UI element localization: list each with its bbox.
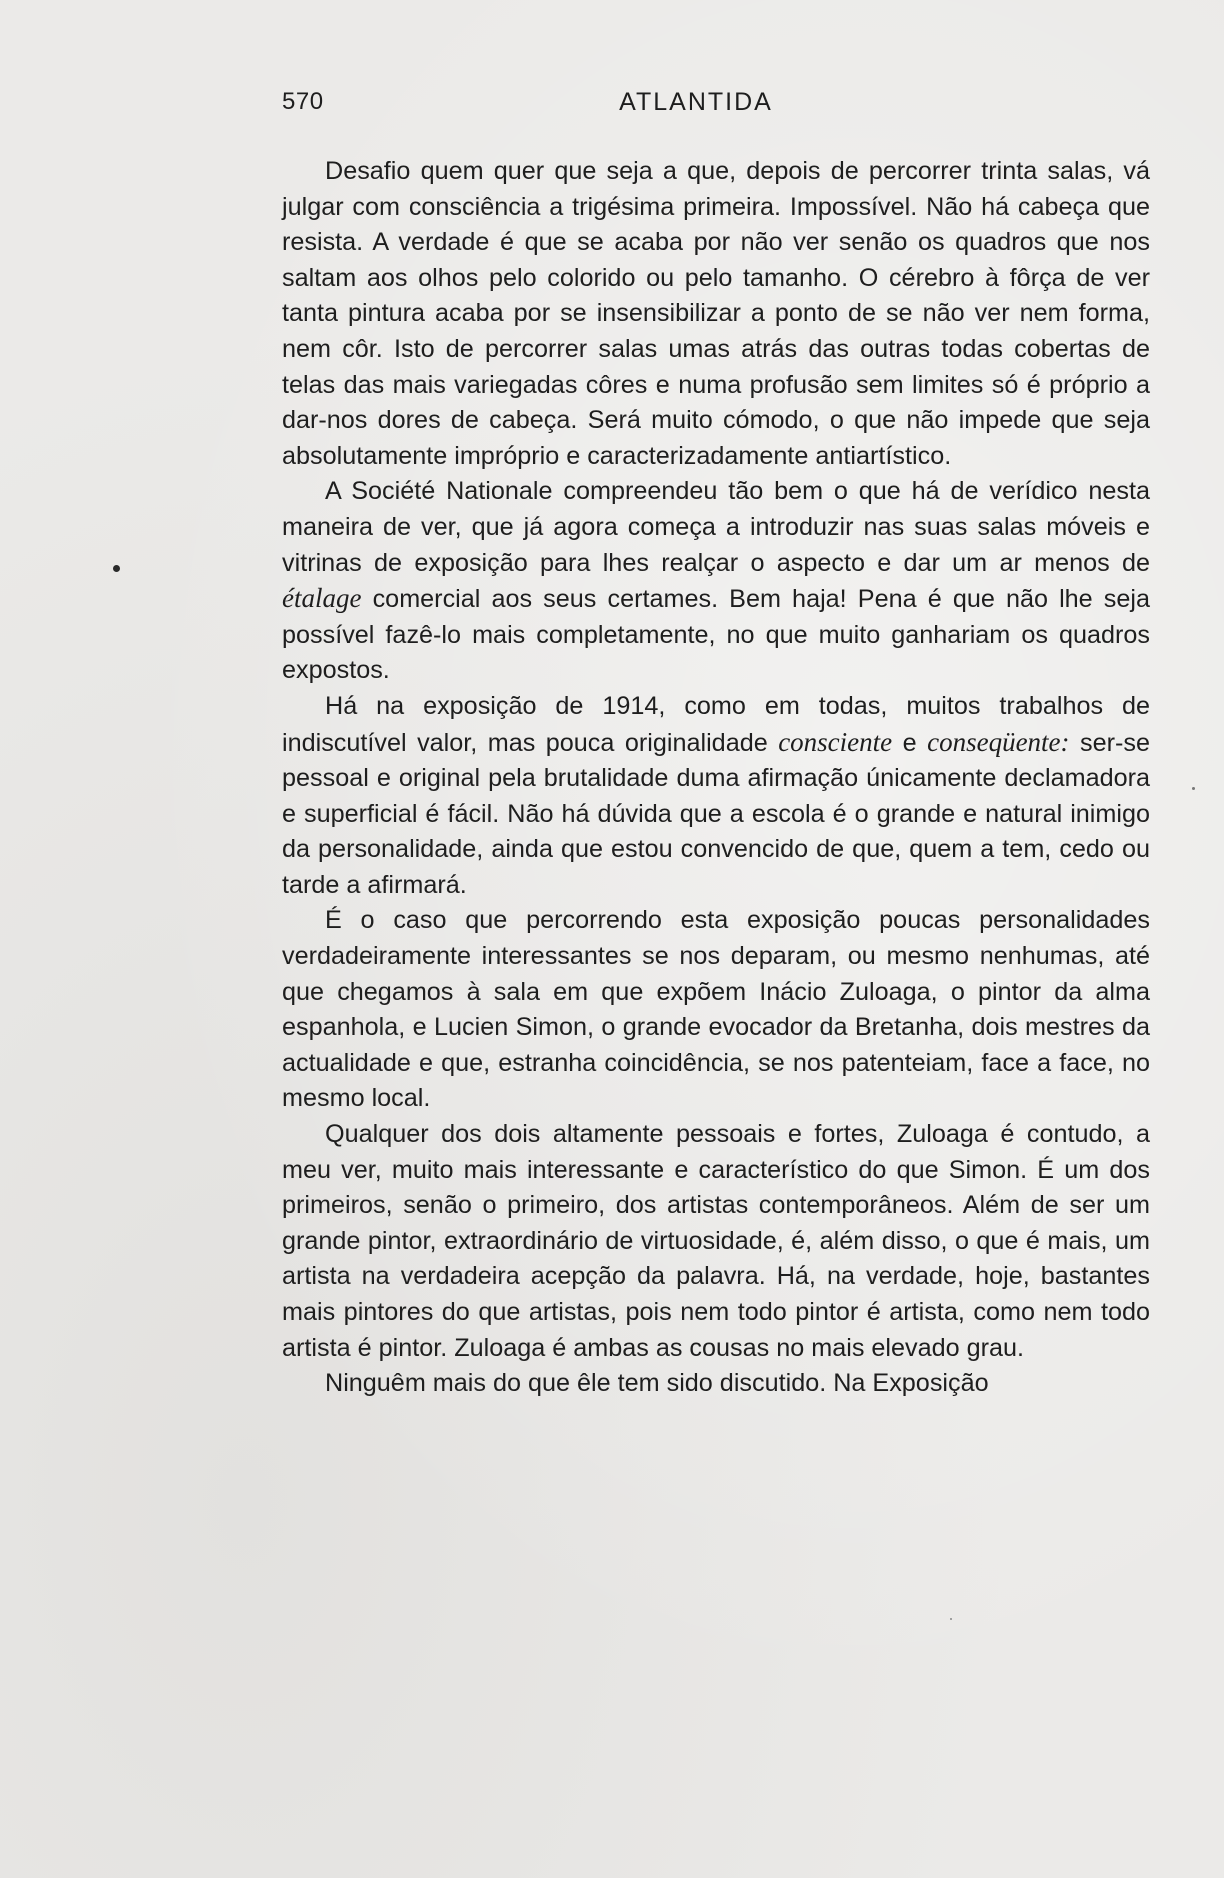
paragraph [282, 474, 1150, 689]
page-number: 570 [282, 88, 324, 115]
paragraph [282, 1117, 1150, 1366]
text-run: Desafio quem quer que seja a que, depois de percorrer trinta salas, vá julgar com consciência a trigésima primeira. Impossível. Não há cabeça que resista. A verdade é que se acaba por não ver senão os quadros que nos saltam aos olhos pelo colorido ou pelo tamanho. O cérebro à fôrça de ver tanta pintura acaba por se insensibilizar a ponto de se não ver nem forma, nem côr. Isto de percorrer salas umas atrás das outras todas cobertas de telas das mais variegadas côres e numa profusão sem limites só é próprio a dar-nos dores de cabeça. Será muito cómodo, o que não impede que seja absolutamente impróprio e caracterizadamente antiartístico. [282, 157, 1150, 470]
text-run: É o caso que percorrendo esta exposição poucas personalidades verdadeiramente interessantes se nos deparam, ou mesmo nenhumas, até que chegamos à sala em que expõem Inácio Zuloaga, o pintor da alma espanhola, e Lucien Simon, o grande evocador da Bretanha, dois mestres da actualidade e que, estranha coincidência, se nos patenteiam, face a face, no mesmo local. [282, 906, 1150, 1113]
text-run: Há na exposição de 1914, como em todas, muitos trabalhos de indiscutível valor, mas pouca originalidade [282, 691, 1150, 757]
ink-speck [1192, 787, 1195, 790]
running-title: ATLANTIDA [619, 88, 773, 116]
text-run: ser-se pessoal e original pela brutalidade duma afirmação únicamente declamadora e superficial é fácil. Não há dúvida que a escola é o grande e natural inimigo da personalidade, ainda que estou convencido de que, quem a tem, cedo ou tarde a afirmará. [282, 728, 1150, 899]
text-run: Ninguêm mais do que êle tem sido discutido. Na Exposição [325, 1369, 989, 1398]
text-run: e [892, 728, 928, 757]
ink-speck [950, 1618, 952, 1620]
text-run: comercial aos seus certames. Bem haja! Pena é que não lhe seja possível fazê-lo mais completamente, no que muito ganhariam os quadros expostos. [282, 585, 1150, 685]
running-head [282, 88, 1150, 120]
paragraph [282, 903, 1150, 1117]
text-run: A Société Nationale compreendeu tão bem o que há de verídico nesta maneira de ver, que já agora começa a introduzir nas suas salas móveis e vitrinas de exposição para lhes realçar o aspecto e dar um ar menos de [282, 477, 1150, 577]
paragraph [282, 689, 1150, 904]
paragraph [282, 1366, 1150, 1402]
italic-phrase: conseqüente: [927, 726, 1070, 757]
ink-speck [113, 565, 120, 572]
italic-phrase: consciente [778, 726, 893, 757]
body-text [282, 154, 1150, 1402]
italic-phrase: étalage [282, 583, 362, 614]
paragraph [282, 154, 1150, 474]
text-run: Qualquer dos dois altamente pessoais e fortes, Zuloaga é contudo, a meu ver, muito mais interessante e característico do que Simon. É um dos primeiros, senão o primeiro, dos artistas contemporâneos. Além de ser um grande pintor, extraordinário de virtuosidade, é, além disso, o que é mais, um artista na verdadeira acepção da palavra. Há, na verdade, hoje, bastantes mais pintores do que artistas, pois nem todo pintor é artista, como nem todo artista é pintor. Zuloaga é ambas as cousas no mais elevado grau. [282, 1120, 1150, 1362]
